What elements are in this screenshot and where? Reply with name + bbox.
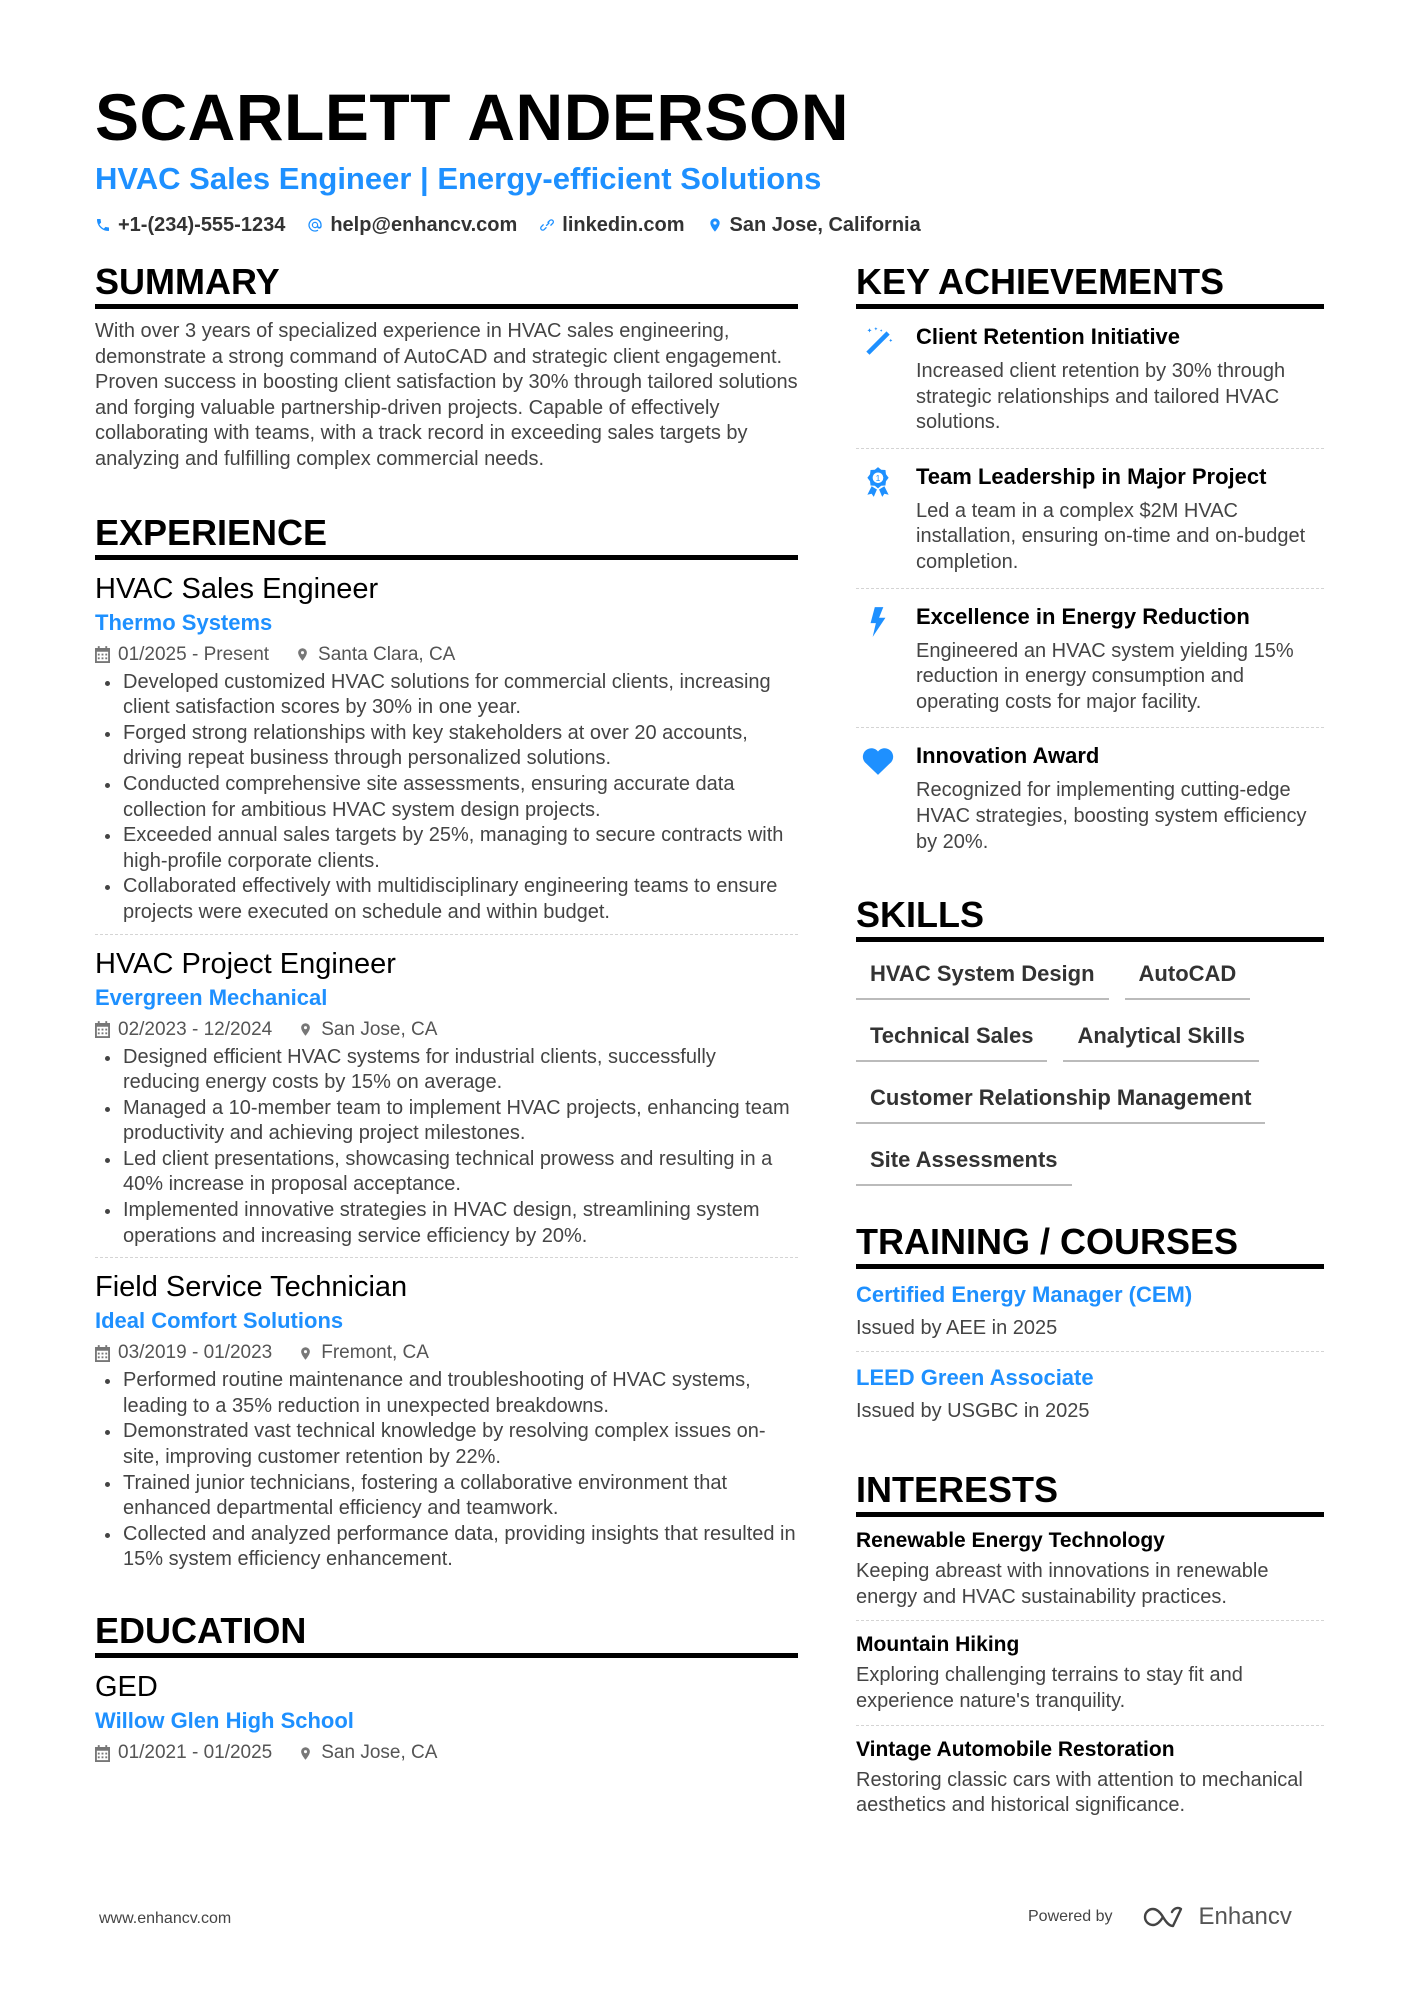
bullet-item: Forged strong relationships with key stakeholders at over 20 accounts, driving repeat business through personalized solutions. [95,721,798,772]
candidate-name: SCARLETT ANDERSON [95,80,850,154]
company-name: Ideal Comfort Solutions [95,1308,344,1334]
bullet-item: Conducted comprehensive site assessments, ensuring accurate data collection for ambitious HVAC system design projects. [95,772,798,823]
bullet-item: Trained junior technicians, fostering a collaborative environment that enhanced departmental efficiency and teamwork. [95,1471,798,1522]
interest-title: Renewable Energy Technology [856,1529,1165,1553]
education-dates-text: 01/2021 - 01/2025 [118,1742,273,1763]
job-location [295,642,455,668]
achievement-title: Innovation Award [916,743,1100,769]
calendar-icon [95,646,110,663]
achievement-desc: Increased client retention by 30% through strategic relationships and tailored HVAC solutions. [916,360,1286,434]
skill-tag: Analytical Skills [1063,1018,1259,1062]
interest-desc: Keeping abreast with innovations in renewable energy and HVAC sustainability practices. [856,1560,1269,1608]
job-meta [95,1017,798,1043]
magic-wand-icon [861,325,895,359]
bullet-item: Performed routine maintenance and troubleshooting of HVAC systems, leading to a 35% reduction in unexpected breakdowns. [95,1368,798,1419]
degree: GED [95,1671,158,1703]
job-bullets [95,670,798,926]
job-dates-text: 01/2025 - Present [118,643,270,665]
contact-email-text: help@enhancv.com [330,214,518,236]
experience-entry [95,935,798,1259]
candidate-subtitle: HVAC Sales Engineer | Energy-efficient Solutions [95,161,822,196]
location-pin-icon [707,217,723,233]
skill-tag: Site Assessments [856,1142,1072,1186]
phone-icon [95,217,111,233]
job-title: Field Service Technician [95,1271,408,1304]
at-icon [307,217,323,233]
enhancv-logo-icon [1141,1903,1189,1931]
job-title: HVAC Project Engineer [95,947,396,980]
education-entry [95,1658,798,1774]
achievements-section [856,262,1324,867]
experience-section [95,513,798,1581]
brand-name: Enhancv [1198,1903,1292,1930]
job-meta [95,642,798,668]
location-pin-icon [298,1745,313,1762]
achievement-title: Client Retention Initiative [916,324,1181,349]
course-desc: Issued by USGBC in 2025 [856,1400,1090,1423]
education-section [95,1611,798,1774]
summary-section [95,262,798,473]
bullet-item: Collected and analyzed performance data, providing insights that resulted in 15% system efficiency enhancement. [95,1522,798,1573]
job-location [298,1340,429,1366]
bullet-item: Exceeded annual sales targets by 25%, managing to secure contracts with high-profile corporate clients. [95,823,798,874]
heart-icon [861,744,895,778]
achievement-item [856,449,1324,589]
award-ribbon-icon [861,465,895,499]
achievement-desc: Led a team in a complex $2M HVAC installation, ensuring on-time and on-budget completion. [916,499,1306,573]
education-meta [95,1740,798,1766]
education-location [298,1740,437,1766]
interest-title: Mountain Hiking [856,1633,1020,1657]
contact-phone-text: +1-(234)-555-1234 [118,214,286,236]
contact-list [95,212,1325,238]
location-pin-icon [298,1021,313,1038]
job-bullets [95,1045,798,1250]
company-name: Thermo Systems [95,609,273,635]
job-meta [95,1340,798,1366]
course-item [856,1269,1324,1352]
course-title: LEED Green Associate [856,1365,1094,1391]
contact-email[interactable] [307,212,517,238]
training-section [856,1222,1324,1434]
course-item [856,1352,1324,1434]
skill-tag: HVAC System Design [856,956,1109,1000]
footer-website[interactable]: www.enhancv.com [99,1910,232,1927]
contact-location [707,212,921,238]
experience-entry [95,560,798,935]
job-dates [95,1017,272,1043]
job-location [298,1017,437,1043]
right-column [856,262,1324,1857]
left-column [95,262,798,1802]
contact-location-text: San Jose, California [729,214,921,236]
calendar-icon [95,1021,110,1038]
job-bullets [95,1368,798,1573]
experience-heading: EXPERIENCE [95,513,798,560]
achievement-item [856,309,1324,449]
job-location-text: Santa Clara, CA [318,643,456,665]
contact-linkedin-text: linkedin.com [562,214,685,236]
location-pin-icon [298,1345,313,1362]
experience-entry [95,1258,798,1581]
summary-heading: SUMMARY [95,262,798,309]
interest-item [856,1621,1324,1725]
interest-item [856,1726,1324,1829]
job-location-text: San Jose, CA [321,1018,438,1040]
school-name: Willow Glen High School [95,1708,354,1733]
interest-desc: Exploring challenging terrains to stay fit and experience nature's tranquility. [856,1664,1243,1712]
summary-text: With over 3 years of specialized experience in HVAC sales engineering, demonstrate a strong command of AutoCAD and strategic client engagement. Proven success in boosting client satisfaction by 30% through tailored solutions and forging valuable partnership-driven projects. Capable of effectively collaborating with teams, with a track record in exceeding sales targets by analyzing and fulfilling complex commercial needs. [95,320,798,470]
lightning-bolt-icon [861,605,895,639]
bullet-item: Managed a 10-member team to implement HVAC projects, enhancing team productivity and achieving project milestones. [95,1096,798,1147]
achievement-desc: Recognized for implementing cutting-edge HVAC strategies, boosting system efficiency by 20%. [916,779,1307,853]
education-heading: EDUCATION [95,1611,798,1658]
interests-heading: INTERESTS [856,1470,1324,1517]
job-dates [95,642,269,668]
bullet-item: Demonstrated vast technical knowledge by resolving complex issues on-site, improving customer retention by 22%. [95,1419,798,1470]
contact-linkedin[interactable] [539,212,684,238]
course-desc: Issued by AEE in 2025 [856,1317,1058,1340]
course-title: Certified Energy Manager (CEM) [856,1282,1193,1308]
company-name: Evergreen Mechanical [95,984,328,1010]
education-location-text: San Jose, CA [321,1742,438,1763]
skill-tag: Customer Relationship Management [856,1080,1265,1124]
footer-branding [1028,1903,1292,1931]
calendar-icon [95,1745,110,1762]
interests-section [856,1470,1324,1829]
achievement-item [856,589,1324,729]
training-heading: TRAINING / COURSES [856,1222,1324,1269]
skills-section [856,895,1324,1186]
job-dates-text: 03/2019 - 01/2023 [118,1342,273,1364]
location-pin-icon [295,646,310,663]
achievement-title: Team Leadership in Major Project [916,463,1267,489]
interest-title: Vintage Automobile Restoration [856,1737,1175,1761]
achievements-heading: KEY ACHIEVEMENTS [856,262,1324,309]
bullet-item: Designed efficient HVAC systems for industrial clients, successfully reducing energy costs by 15% on average. [95,1045,798,1096]
achievement-title: Excellence in Energy Reduction [916,603,1250,629]
skills-list [856,956,1324,1186]
bullet-item: Collaborated effectively with multidisciplinary engineering teams to ensure projects were executed on schedule and within budget. [95,874,798,925]
skill-tag: Technical Sales [856,1018,1047,1062]
bullet-item: Led client presentations, showcasing technical prowess and resulting in a 40% increase in proposal acceptance. [95,1147,798,1198]
interest-desc: Restoring classic cars with attention to mechanical aesthetics and historical significance. [856,1768,1303,1817]
job-dates-text: 02/2023 - 12/2024 [118,1018,273,1040]
link-icon [539,217,555,233]
interest-item [856,1517,1324,1621]
enhancv-logo[interactable] [1141,1903,1292,1931]
job-dates [95,1340,272,1366]
bullet-item: Developed customized HVAC solutions for commercial clients, increasing client satisfaction scores by 30% in one year. [95,670,798,721]
skill-tag: AutoCAD [1125,956,1251,1000]
education-dates [95,1740,272,1766]
resume-header [95,82,1325,238]
job-title: HVAC Sales Engineer [95,572,379,605]
powered-by-label: Powered by [1028,1908,1113,1925]
calendar-icon [95,1345,110,1362]
contact-phone[interactable] [95,212,285,238]
achievement-item [856,728,1324,867]
job-location-text: Fremont, CA [321,1342,429,1364]
bullet-item: Implemented innovative strategies in HVAC design, streamlining system operations and increasing service efficiency by 20%. [95,1198,798,1249]
skills-heading: SKILLS [856,895,1324,942]
svg-text:1: 1 [875,472,881,483]
achievement-desc: Engineered an HVAC system yielding 15% reduction in energy consumption and operating costs for major facility. [916,639,1294,713]
